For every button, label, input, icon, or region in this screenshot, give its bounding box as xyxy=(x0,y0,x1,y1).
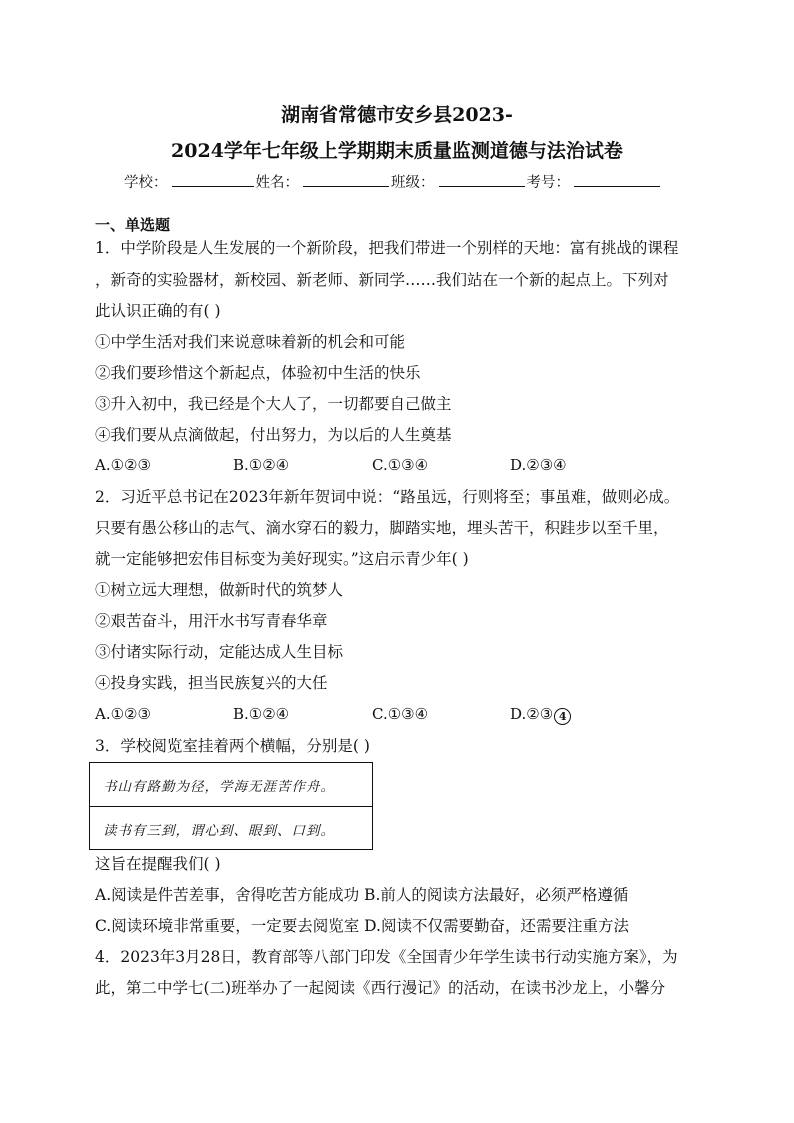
q2-statement-3: ③付诸实际行动，定能达成人生目标 xyxy=(95,643,344,661)
q2-stem-line2: 只要有愚公移山的志气、滴水穿石的毅力，脚踏实地，埋头苦干，积跬步以至千里， xyxy=(95,519,669,537)
q1-option-d[interactable]: D.②③④ xyxy=(510,456,567,474)
q4-stem-line2: 此，第二中学七(二)班举办了一起阅读《西行漫记》的活动，在读书沙龙上，小馨分 xyxy=(95,979,666,997)
exam-title-line2: 2024学年七年级上学期期末质量监测道德与法治试卷 xyxy=(171,140,623,162)
q2-stem-line1: 2．习近平总书记在2023年新年贺词中说：“路虽远，行则将至；事虽难，做则必成。 xyxy=(95,488,680,506)
q2-option-d-text: D.②③ xyxy=(510,705,554,723)
circled-number-four: 4 xyxy=(554,708,571,725)
school-label: 学校： xyxy=(124,175,168,191)
banner-1: 书山有路勤为径，学海无涯苦作舟。 xyxy=(90,763,372,807)
q3-question: 这旨在提醒我们( ) xyxy=(95,855,221,873)
q2-statement-4: ④投身实践，担当民族复兴的大任 xyxy=(95,674,328,692)
q1-option-b[interactable]: B.①②④ xyxy=(233,456,290,474)
q3-options-cd[interactable]: C.阅读环境非常重要，一定要去阅览室 D.阅读不仅需要勤奋，还需要注重方法 xyxy=(95,917,629,935)
exam-number-label: 考号： xyxy=(526,175,570,191)
school-blank[interactable] xyxy=(172,172,254,187)
q2-options xyxy=(95,705,715,725)
banner-2: 读书有三到，谓心到、眼到、口到。 xyxy=(103,822,335,839)
q1-stem-line1: 1．中学阶段是人生发展的一个新阶段，把我们带进一个别样的天地：富有挑战的课程 xyxy=(95,239,679,257)
q2-statement-1: ①树立远大理想，做新时代的筑梦人 xyxy=(95,581,344,599)
q1-option-c[interactable]: C.①③④ xyxy=(372,456,429,474)
banner-table xyxy=(89,762,373,850)
q1-stem-line3: 此认识正确的有( ) xyxy=(95,302,221,320)
q1-options xyxy=(95,456,715,476)
q2-option-c[interactable]: C.①③④ xyxy=(372,705,429,723)
section-title: 一、单选题 xyxy=(95,216,171,234)
name-blank[interactable] xyxy=(303,172,389,187)
q2-option-b[interactable]: B.①②④ xyxy=(233,705,290,723)
q1-statement-4: ④我们要从点滴做起，付出努力，为以后的人生奠基 xyxy=(95,426,452,444)
q2-option-d[interactable] xyxy=(510,705,571,725)
q1-option-a[interactable]: A.①②③ xyxy=(95,456,151,474)
exam-title-line1: 湖南省常德市安乡县2023- xyxy=(281,104,513,126)
q4-stem-line1: 4．2023年3月28日，教育部等八部门印发《全国青少年学生读书行动实施方案》，为 xyxy=(95,948,678,966)
q2-option-a[interactable]: A.①②③ xyxy=(95,705,151,723)
class-label: 班级： xyxy=(391,175,435,191)
exam-number-blank[interactable] xyxy=(574,172,660,187)
q2-statement-2: ②艰苦奋斗，用汗水书写青春华章 xyxy=(95,612,328,630)
q1-stem-line2: ，新奇的实验器材，新校园、新老师、新同学……我们站在一个新的起点上。下列对 xyxy=(95,271,669,289)
q1-statement-1: ①中学生活对我们来说意味着新的机会和可能 xyxy=(95,333,406,351)
q1-statement-3: ③升入初中，我已经是个大人了，一切都要自己做主 xyxy=(95,395,452,413)
student-info-line xyxy=(124,171,662,192)
q3-options-ab[interactable]: A.阅读是件苦差事，舍得吃苦方能成功 B.前人的阅读方法最好，必须严格遵循 xyxy=(95,886,629,904)
q2-stem-line3: 就一定能够把宏伟目标变为美好现实。”这启示青少年( ) xyxy=(95,550,469,568)
q1-statement-2: ②我们要珍惜这个新起点，体验初中生活的快乐 xyxy=(95,364,421,382)
name-label: 姓名： xyxy=(255,175,299,191)
class-blank[interactable] xyxy=(439,172,525,187)
q3-stem: 3．学校阅览室挂着两个横幅，分别是( ) xyxy=(95,737,370,755)
